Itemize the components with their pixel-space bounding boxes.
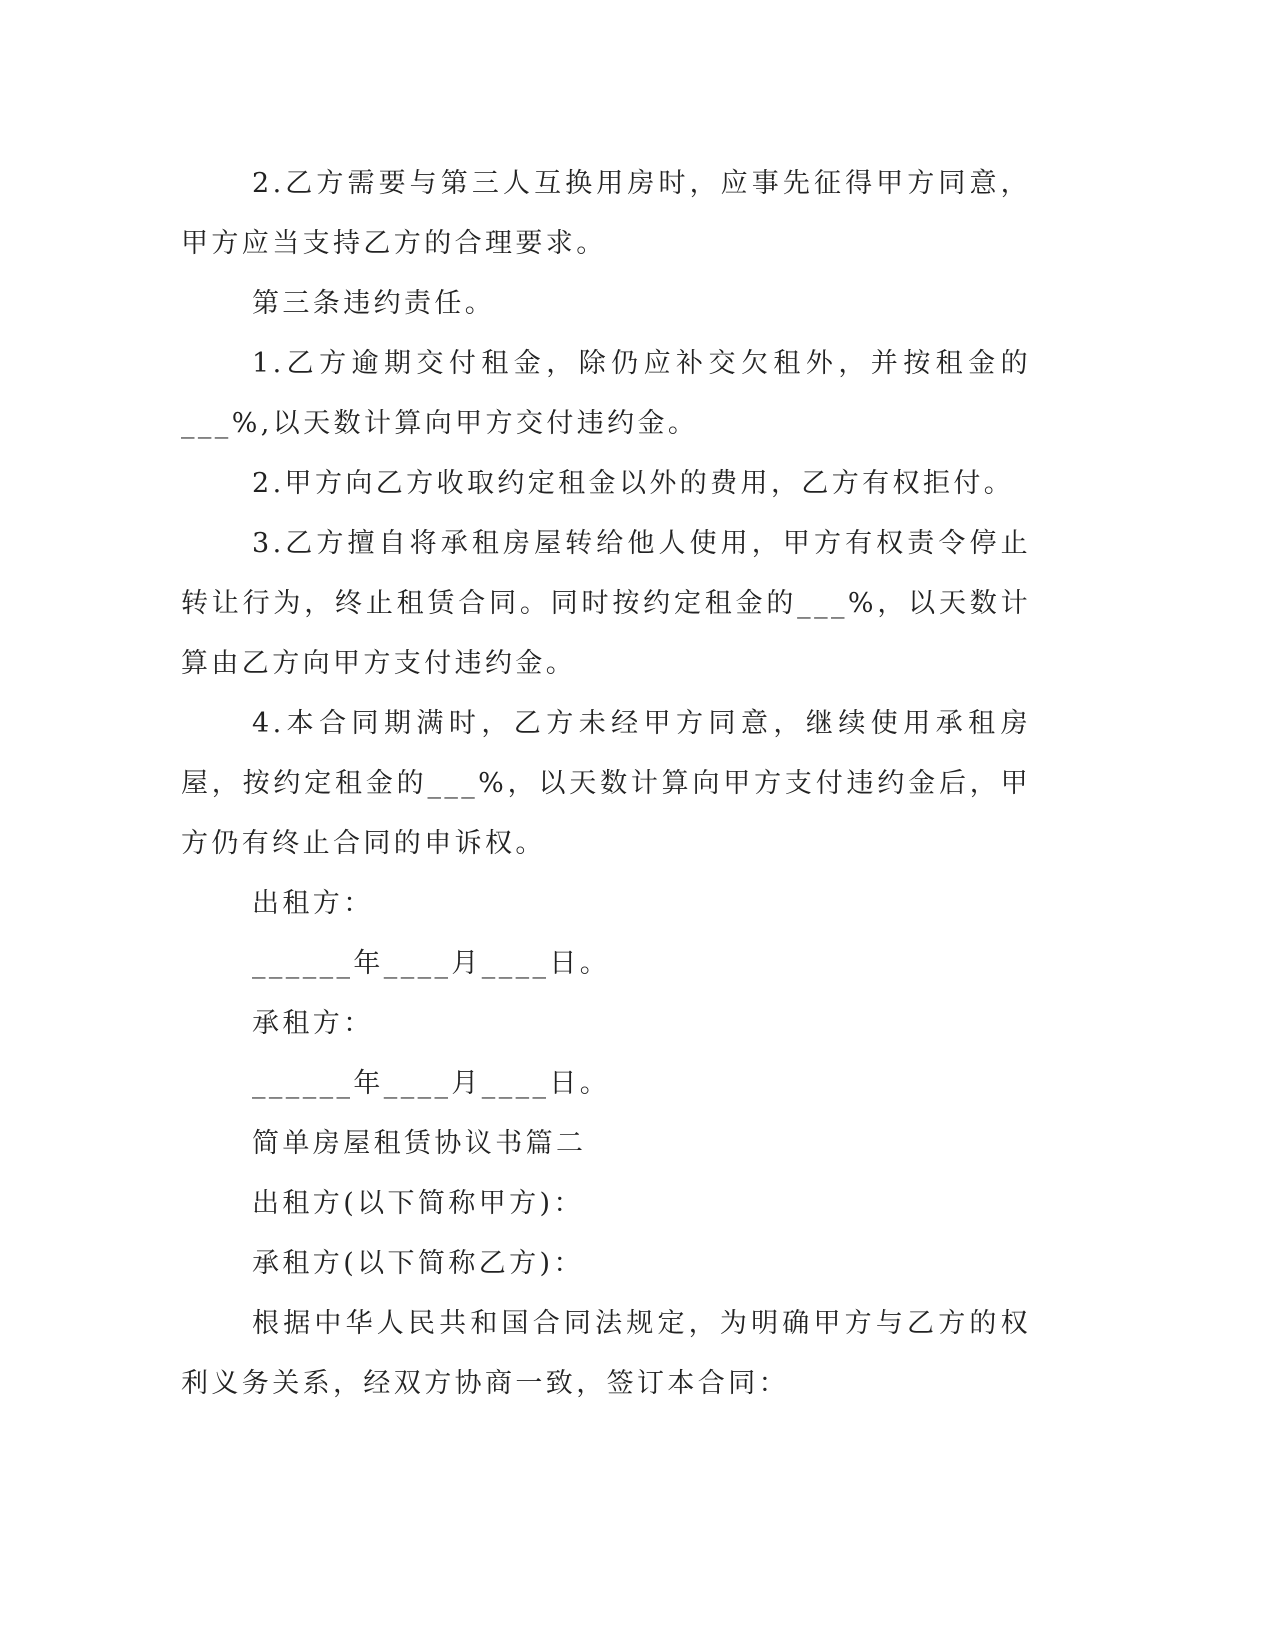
lessee-date-line: ______年____月____日。 bbox=[252, 1068, 611, 1099]
contract-preamble: 根据中华人民共和国合同法规定，为明确甲方与乙方的权利义务关系，经双方协商一致，签订本合同： bbox=[181, 1308, 1031, 1399]
section-title-part-two: 简单房屋租赁协议书篇二 bbox=[252, 1128, 587, 1159]
clause-2-exchange-housing: 2.乙方需要与第三人互换用房时，应事先征得甲方同意，甲方应当支持乙方的合理要求。 bbox=[181, 168, 1031, 259]
party-a-label: 出租方(以下简称甲方)： bbox=[252, 1188, 584, 1219]
penalty-clause-4: 4.本合同期满时，乙方未经甲方同意，继续使用承租房屋，按约定租金的___%，以天数计算向甲方支付违约金后，甲方仍有终止合同的申诉权。 bbox=[181, 708, 1031, 859]
document-page bbox=[181, 154, 1031, 1414]
penalty-clause-2: 2.甲方向乙方收取约定租金以外的费用，乙方有权拒付。 bbox=[252, 468, 1015, 499]
article-3-heading: 第三条违约责任。 bbox=[252, 288, 496, 319]
penalty-clause-1: 1.乙方逾期交付租金，除仍应补交欠租外，并按租金的___%,以天数计算向甲方交付违约金。 bbox=[181, 348, 1031, 439]
lessee-signature-label: 承租方： bbox=[252, 1008, 374, 1039]
lessor-date-line: ______年____月____日。 bbox=[252, 948, 611, 979]
party-b-label: 承租方(以下简称乙方)： bbox=[252, 1248, 584, 1279]
lessor-signature-label: 出租方： bbox=[252, 888, 374, 919]
penalty-clause-3: 3.乙方擅自将承租房屋转给他人使用，甲方有权责令停止转让行为，终止租赁合同。同时按约定租金的___%，以天数计算由乙方向甲方支付违约金。 bbox=[181, 528, 1031, 679]
